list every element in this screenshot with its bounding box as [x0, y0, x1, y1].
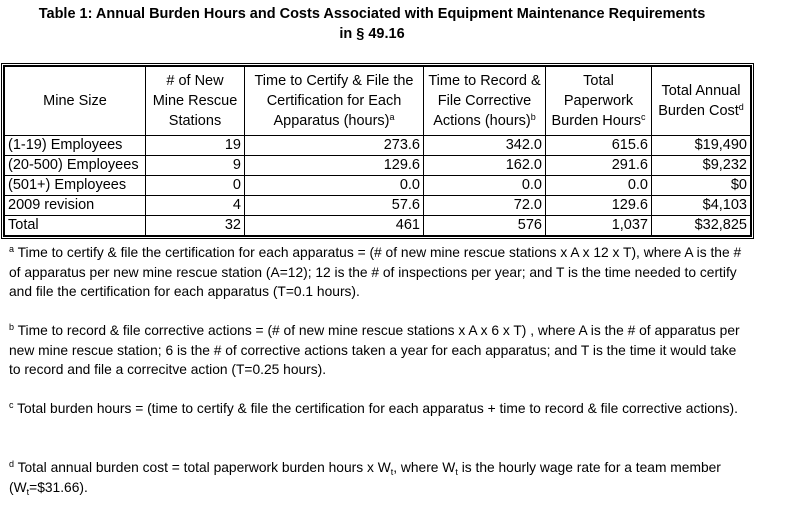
wage-subscript: t — [26, 486, 30, 497]
cell-stations: 9 — [146, 156, 245, 176]
row-label: (1-19) Employees — [5, 136, 146, 156]
cell-cost: $4,103 — [652, 196, 751, 216]
cell-certify-hours: 57.6 — [245, 196, 424, 216]
footnote-d-text-3: is the hourly wage rate for a team member (W — [9, 460, 721, 495]
row-label: (501+) Employees — [5, 176, 146, 196]
footnote-d-text-2: , where W — [393, 460, 456, 475]
cell-corrective-hours: 0.0 — [424, 176, 546, 196]
cell-cost: $0 — [652, 176, 751, 196]
table-row — [5, 176, 751, 196]
cell-certify-hours: 0.0 — [245, 176, 424, 196]
footnote-b-text: Time to record & file corrective actions = (# of new mine rescue stations x A x 6 x T) , where A is the # of apparatus per new mine rescue station; 6 is the # of corrective actions taken a year for each apparatus; and T is the time it would take to record and file a correcitve action (T=0.25 hours). — [9, 323, 740, 377]
footnote-d-text-4: =$31.66). — [29, 479, 88, 495]
header-new-stations: # of New Mine Rescue Stations — [146, 67, 245, 136]
footnote-c-text: Total burden hours = (time to certify & file the certification for each apparatus + time to record & file corrective actions). — [13, 401, 738, 416]
cell-total-hours: 615.6 — [546, 136, 652, 156]
footnote-marker-c: c — [9, 400, 14, 410]
cell-stations: 4 — [146, 196, 245, 216]
cell-cost: $32,825 — [652, 216, 751, 236]
header-burden-hours: Total Paperwork Burden Hours$^c$ — [546, 67, 652, 136]
footnote-ref-a: a — [389, 112, 395, 122]
cell-corrective-hours: 342.0 — [424, 136, 546, 156]
cell-total-hours: 291.6 — [546, 156, 652, 176]
cell-certify-hours: 273.6 — [245, 136, 424, 156]
table-title-line-1: Table 1: Annual Burden Hours and Costs Associated with Equipment Maintenance Requirements — [38, 6, 706, 22]
table-row — [5, 136, 751, 156]
cell-total-hours: 129.6 — [546, 196, 652, 216]
footnote-marker-a: a — [9, 244, 15, 254]
footnote-ref-c: c — [640, 112, 646, 122]
row-label: Total — [5, 216, 146, 236]
table-total-row — [5, 216, 751, 236]
cell-corrective-hours: 72.0 — [424, 196, 546, 216]
footnote-marker-d: d — [9, 459, 15, 469]
cell-stations: 0 — [146, 176, 245, 196]
table-row — [5, 196, 751, 216]
header-burden-cost: Total Annual Burden Cost$^d$ — [652, 67, 751, 136]
cell-stations: 32 — [146, 216, 245, 236]
burden-table-frame — [1, 63, 754, 239]
footnote-a — [9, 243, 744, 302]
cell-total-hours: 1,037 — [546, 216, 652, 236]
table-title-line-2: in § 49.16 — [339, 26, 405, 42]
footnote-d-text-1: Total annual burden cost = total paperwork burden hours x W — [14, 460, 391, 475]
footnote-c — [9, 399, 744, 419]
table-header-row — [5, 67, 751, 136]
footnote-ref-b: b — [530, 112, 536, 122]
cell-stations: 19 — [146, 136, 245, 156]
footnote-a-text: Time to certify & file the certification for each apparatus = (# of new mine rescue stations x A x 12 x T), where A is the # of apparatus per new mine rescue station (A=12); 12 is the # of inspections per year; and T is the time needed to certify and file the certification for each apparatus (T=0.1 hours). — [9, 245, 742, 299]
header-mine-size: Mine Size — [5, 67, 146, 136]
header-corrective-time: Time to Record & File Corrective Actions (hours)$^b$ — [424, 67, 546, 136]
footnote-ref-d: d — [738, 102, 744, 112]
cell-certify-hours: 129.6 — [245, 156, 424, 176]
footnote-marker-b: b — [9, 322, 15, 332]
cell-corrective-hours: 576 — [424, 216, 546, 236]
footnote-b — [9, 321, 744, 380]
footnote-d — [9, 458, 744, 497]
cell-total-hours: 0.0 — [546, 176, 652, 196]
cell-corrective-hours: 162.0 — [424, 156, 546, 176]
cell-cost: $9,232 — [652, 156, 751, 176]
cell-cost: $19,490 — [652, 136, 751, 156]
wage-subscript: t — [455, 467, 458, 477]
row-label: 2009 revision — [5, 196, 146, 216]
wage-subscript: t — [390, 467, 394, 477]
cell-certify-hours: 461 — [245, 216, 424, 236]
burden-table — [4, 66, 751, 236]
table-title — [0, 4, 744, 44]
row-label: (20-500) Employees — [5, 156, 146, 176]
header-certify-time: Time to Certify & File the Certification for Each Apparatus (hours)$^a$ — [245, 67, 424, 136]
table-row — [5, 156, 751, 176]
